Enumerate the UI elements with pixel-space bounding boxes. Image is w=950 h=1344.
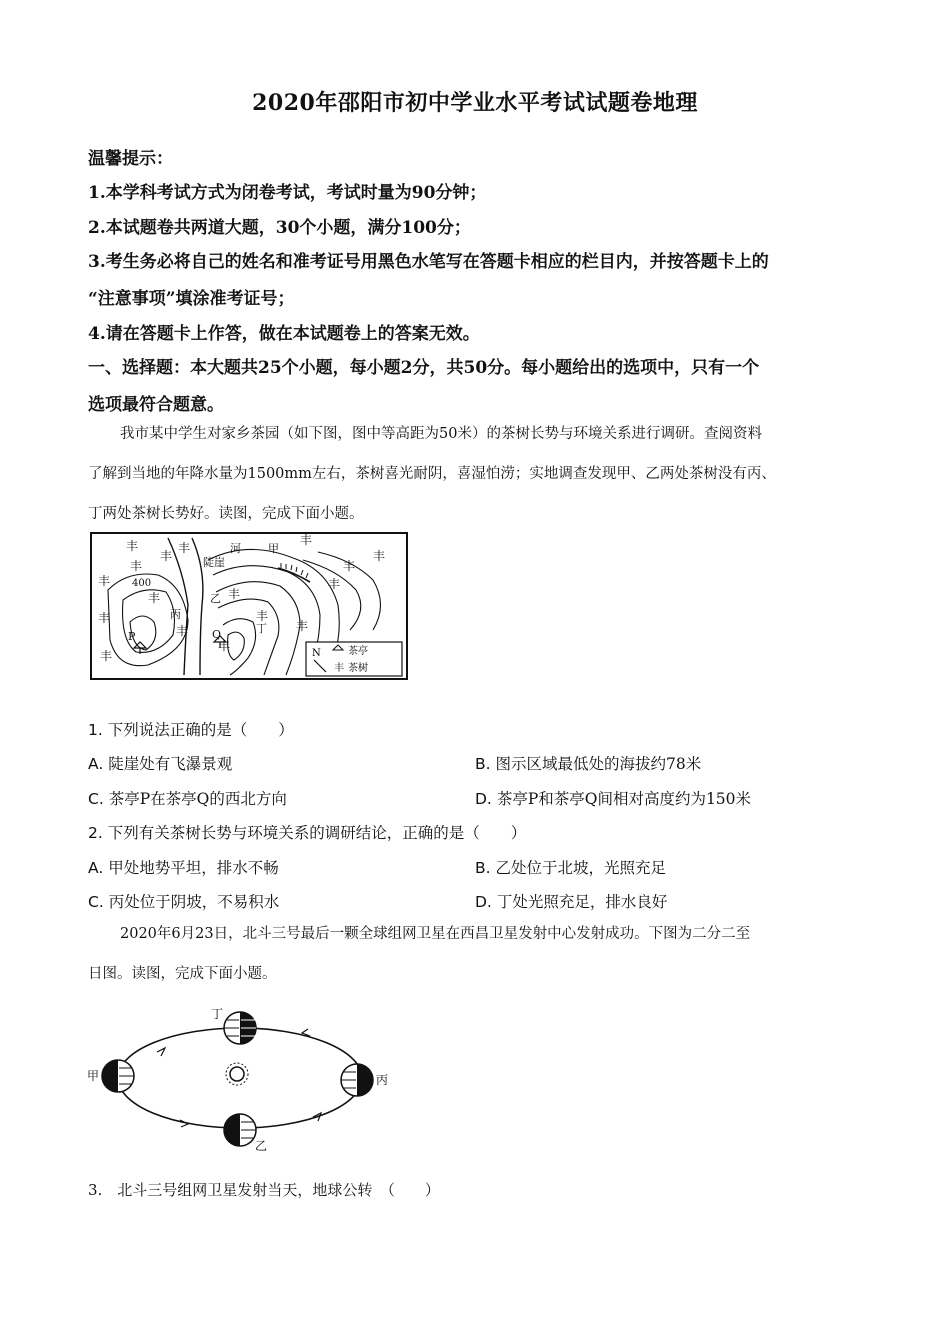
map-label-river: 河 (230, 542, 241, 555)
q2-option-b-text: 乙处位于北坡，光照充足 (495, 859, 667, 877)
sun-icon (226, 1063, 248, 1085)
q1-option-b-text: 图示区域最低处的海拔约78米 (495, 755, 702, 773)
passage-2-line2: 日图。读图，完成下面小题。 (88, 966, 277, 982)
q1-option-a[interactable] (88, 752, 232, 774)
passage-2-line1: 2020年6月23日，北斗三号最后一颗全球组网卫星在西昌卫星发射中心发射成功。下图为二分二至 (120, 926, 751, 942)
orbit-label-bing: 丙 (376, 1073, 389, 1087)
arrow-icon (180, 1120, 188, 1127)
tree-symbol: 丰 (328, 577, 341, 591)
tree-symbol: 丰 (148, 591, 161, 605)
question-2-stem: 下列有关茶树长势与环境关系的调研结论，正确的是（ ） (107, 824, 527, 842)
map-legend (306, 642, 402, 676)
tree-symbol: 丰 (228, 587, 241, 601)
passage-1-line3: 丁两处茶树长势好。读图，完成下面小题。 (88, 506, 364, 522)
north-arrow-label: N (312, 648, 321, 659)
q1-option-b-letter: B. (475, 755, 491, 773)
arrow-icon (157, 1048, 165, 1056)
tree-symbol: 丰 (296, 619, 309, 633)
tip-item-1: 1.本学科考试方式为闭卷考试，考试时量为90分钟； (88, 183, 487, 203)
tree-symbol: 丰 (98, 574, 111, 588)
question-2-number: 2. (88, 824, 103, 842)
tree-symbol: 丰 (256, 609, 269, 623)
map-label-ding: 丁 (256, 622, 267, 635)
q2-option-b-letter: B. (475, 859, 491, 877)
tree-symbol: 丰 (98, 611, 111, 625)
tree-symbol: 丰 (218, 639, 231, 653)
tree-symbol: 丰 (343, 559, 356, 573)
q1-option-a-text: 陡崖处有飞瀑景观 (108, 755, 233, 773)
passage-1 (88, 414, 864, 534)
q2-option-a[interactable] (88, 856, 279, 878)
tip-item-3-cont: “注意事项”填涂准考证号； (88, 289, 295, 309)
q1-option-c-letter: C. (88, 790, 104, 808)
q1-option-d-letter: D. (475, 790, 492, 808)
q2-option-a-letter: A. (88, 859, 104, 877)
earth-icon-yi (224, 1114, 256, 1146)
question-3: 3. 北斗三号组网卫星发射当天，地球公转 （ ） (88, 1181, 440, 1199)
map-label-jia: 甲 (268, 542, 279, 555)
q2-option-c[interactable] (88, 890, 279, 912)
q1-option-b[interactable] (475, 752, 701, 774)
tree-symbol: 丰 (130, 559, 143, 573)
map-label-q: Q (212, 628, 222, 641)
q2-option-b[interactable] (475, 856, 666, 878)
tree-symbol: 丰 (126, 539, 139, 553)
orbit-label-jia: 甲 (87, 1069, 100, 1083)
question-2 (88, 821, 526, 843)
q2-option-d-text: 丁处光照充足，排水良好 (496, 893, 668, 911)
q1-option-c-text: 茶亭P在茶亭Q的西北方向 (108, 790, 287, 808)
solstice-equinox-orbit-diagram (85, 1000, 405, 1165)
section-heading-line2: 选项最符合题意。 (88, 395, 224, 415)
tree-symbol: 丰 (373, 549, 386, 563)
q2-option-c-text: 丙处位于阴坡，不易积水 (108, 893, 280, 911)
q1-option-d-text: 茶亭P和茶亭Q间相对高度约为150米 (496, 790, 752, 808)
tip-item-2: 2.本试题卷共两道大题，30个小题，满分100分； (88, 218, 471, 238)
passage-1-line2: 了解到当地的年降水量为1500mm左右，茶树喜光耐阴，喜湿怕涝；实地调查发现甲、乙两处茶树没有丙、 (88, 466, 776, 482)
map-label-contour: 400 (132, 578, 152, 589)
question-1 (88, 718, 294, 740)
q2-option-d[interactable] (475, 890, 667, 912)
map-label-cliff: 陡崖 (203, 556, 225, 569)
question-1-number: 1. (88, 721, 103, 739)
tree-symbol: 丰 (100, 649, 113, 663)
tree-symbol: 丰 (160, 549, 173, 563)
passage-1-line1: 我市某中学生对家乡茶园（如下图，图中等高距为50米）的茶树长势与环境关系进行调研。查阅资料 (120, 426, 762, 442)
map-label-p: P (128, 630, 136, 643)
page-title: 2020年邵阳市初中学业水平考试试题卷地理 (252, 90, 698, 116)
q1-option-a-letter: A. (88, 755, 104, 773)
q2-option-d-letter: D. (475, 893, 492, 911)
q2-option-c-letter: C. (88, 893, 104, 911)
q1-option-c[interactable] (88, 787, 287, 809)
tree-symbol: 丰 (178, 541, 191, 555)
tree-symbol: 丰 (334, 663, 344, 674)
tips-heading: 温馨提示： (88, 149, 173, 169)
map-label-yi: 乙 (210, 592, 221, 605)
orbit-label-ding: 丁 (211, 1007, 224, 1021)
section-heading-line1: 一、选择题：本大题共25个小题，每小题2分，共50分。每小题给出的选项中，只有一个 (88, 358, 760, 378)
tip-item-4: 4.请在答题卡上作答，做在本试题卷上的答案无效。 (88, 324, 480, 344)
tea-garden-contour-map (88, 530, 410, 682)
tree-symbol: 丰 (176, 624, 189, 638)
orbit-label-yi: 乙 (255, 1139, 268, 1153)
tip-item-3: 3.考生务必将自己的姓名和准考证号用黑色水笔写在答题卡相应的栏目内，并按答题卡上的 (88, 252, 769, 272)
q1-option-d[interactable] (475, 787, 751, 809)
passage-2 (88, 914, 864, 994)
legend-pavilion-label: 茶亭 (348, 646, 368, 657)
q2-option-a-text: 甲处地势平坦，排水不畅 (108, 859, 279, 877)
map-label-bing: 丙 (170, 608, 181, 621)
earth-icon-ding (224, 1012, 256, 1044)
legend-tree-label: 茶树 (348, 663, 368, 674)
question-1-stem: 下列说法正确的是（ ） (107, 721, 294, 739)
earth-icon-bing (341, 1064, 373, 1096)
tree-symbol: 丰 (300, 533, 313, 547)
earth-icon-jia (102, 1060, 134, 1092)
